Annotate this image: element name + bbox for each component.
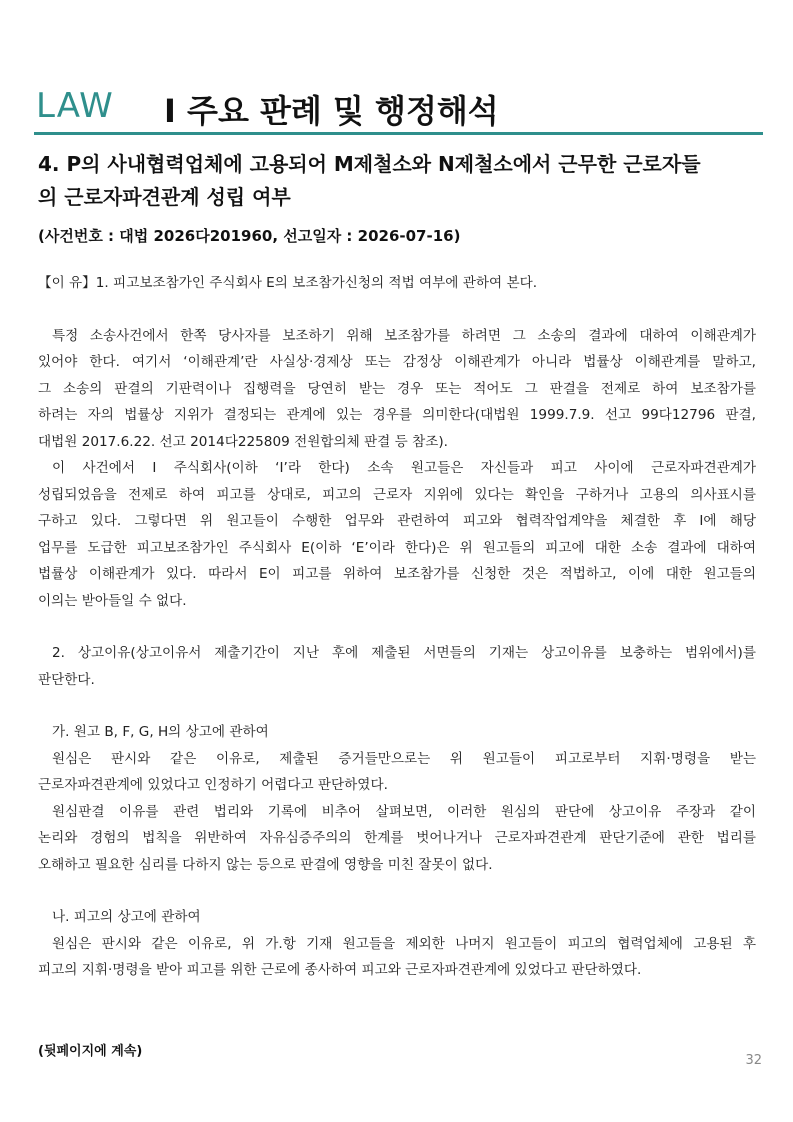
paragraph-line: 오해하고 필요한 심리를 다하지 않는 등으로 판결에 영향을 미친 잘못이 없다. [38,856,493,873]
page-header [36,86,762,136]
article-title-line: 의 근로자파견관계 성립 여부 [38,185,291,209]
paragraph-line: 업무를 도급한 피고보조참가인 주식회사 E(이하 ‘E’이라 한다)은 위 원고들의 피고에 대한 소송 결과에 대하여 [38,539,756,556]
paragraph-line: 피고의 지휘·명령을 받아 피고를 위한 근로에 종사하여 피고와 근로자파견관계에 있었다고 판단하였다. [38,962,642,978]
paragraph-line: 판단한다. [38,671,95,688]
paragraph-line: 법률상 이해관계가 있다. 따라서 E이 피고를 위하여 보조참가를 신청한 것은 적법하고, 이에 대한 원고들의 [38,566,756,582]
paragraph-line: 이 사건에서 I 주식회사(이하 ‘I’라 한다) 소속 원고들은 자신들과 피고 사이에 근로자파견관계가 [52,460,756,476]
paragraph-line: 그 소송의 판결의 기판력이나 집행력을 당연히 받는 경우 또는 적어도 그 판결을 전제로 하여 보조참가를 [38,380,756,397]
section-title: I 주요 판례 및 행정해석 [164,92,499,130]
paragraph-line: 원심판결 이유를 관련 법리와 기록에 비추어 살펴보면, 이러한 원심의 판단에 상고이유 주장과 같이 [52,803,756,820]
subsection-heading: 가. 원고 B, F, G, H의 상고에 관하여 [52,724,269,740]
paragraph-line: 2. 상고이유(상고이유서 제출기간이 지난 후에 제출된 서면들의 기재는 상고이유를 보충하는 범위에서)를 [52,645,756,661]
paragraph-line: 특정 소송사건에서 한쪽 당사자를 보조하기 위해 보조참가를 하려면 그 소송의 결과에 대하여 이해관계가 [52,327,756,344]
paragraph-line: 하려는 자의 법률상 지위가 결정되는 관계에 있는 경우를 의미한다(대법원 1999.7.9. 선고 99다12796 판결, [38,407,756,423]
paragraph-line: 논리와 경험의 법칙을 위반하여 자유심증주의의 한계를 벗어나거나 근로자파견관계 판단기준에 관한 법리를 [38,830,756,846]
paragraph-line: 구하고 있다. 그렇다면 위 원고들이 수행한 업무와 관련하여 피고와 협력작업계약을 체결한 후 I에 해당 [38,513,756,529]
paragraph-line: 성립되었음을 전제로 하여 피고를 상대로, 피고의 근로자 지위에 있다는 확인을 구하거나 고용의 의사표시를 [38,486,756,503]
paragraph-line: 있어야 한다. 여기서 ‘이해관계’란 사실상·경제상 또는 감정상 이해관계가 아니라 법률상 이해관계를 말하고, [38,354,756,370]
paragraph-line: 원심은 판시와 같은 이유로, 위 가.항 기재 원고들을 제외한 나머지 원고들이 피고의 협력업체에 고용된 후 [52,935,756,952]
page-number: 32 [745,1053,762,1068]
continued-note: (뒷페이지에 계속) [38,1044,143,1059]
case-info: (사건번호 : 대법 2026다201960, 선고일자 : 2026-07-16) [38,227,461,245]
paragraph-line: 원심은 판시와 같은 이유로, 제출된 증거들만으로는 위 원고들이 피고로부터 지휘·명령을 받는 [52,750,756,767]
paragraph-line: 이의는 받아들일 수 없다. [38,592,187,609]
subsection-heading: 나. 피고의 상고에 관하여 [52,909,201,925]
article-body [38,270,756,984]
law-label: LAW [36,86,114,126]
paragraph-line: 대법원 2017.6.22. 선고 2014다225809 전원합의체 판결 등 참조). [38,433,448,450]
header-divider [34,132,763,135]
article-title [38,148,763,214]
paragraph: 【이 유】1. 피고보조참가인 주식회사 E의 보조참가신청의 적법 여부에 관하여 본다. [38,275,538,291]
paragraph-line: 근로자파견관계에 있었다고 인정하기 어렵다고 판단하였다. [38,777,388,793]
article-title-line: 4. P의 사내협력업체에 고용되어 M제철소와 N제철소에서 근무한 근로자들 [38,152,701,176]
